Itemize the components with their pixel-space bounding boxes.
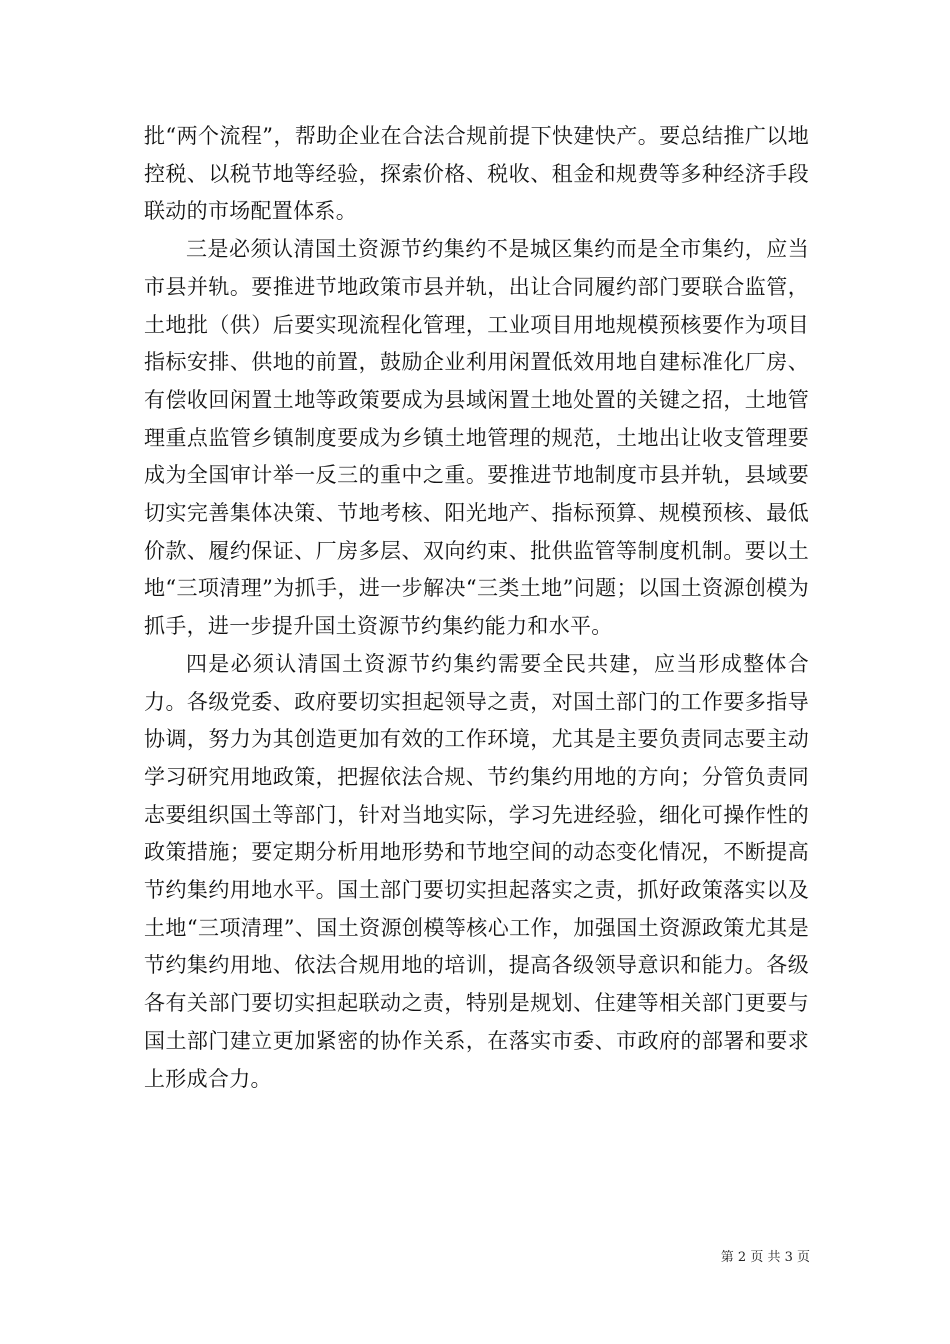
paragraph-2: 三是必须认清国土资源节约集约不是城区集约而是全市集约，应当市县并轨。要推进节地政策市县并轨，出让合同履约部门要联合监管，土地批（供）后要实现流程化管理，工业项目用地规模预核要作为项目指标安排、供地的前置，鼓励企业利用闲置低效用地自建标准化厂房、有偿收回闲置土地等政策要成为县域闲置土地处置的关键之招，土地管理重点监管乡镇制度要成为乡镇土地管理的规范，土地出让收支管理要成为全国审计举一反三的重中之重。要推进节地制度市县并轨，县域要切实完善集体决策、节地考核、阳光地产、指标预算、规模预核、最低价款、履约保证、厂房多层、双向约束、批供监管等制度机制。要以土地“三项清理”为抓手，进一步解决“三类土地”问题；以国土资源创模为抓手，进一步提升国土资源节约集约能力和水平。: [144, 237, 809, 639]
paragraph-1: 批“两个流程”，帮助企业在合法合规前提下快建快产。要总结推广以地控税、以税节地等经验，探索价格、税收、租金和规费等多种经济手段联动的市场配置体系。: [144, 124, 809, 224]
page-number-footer: 第 2 页 共 3 页: [720, 1250, 810, 1265]
paragraph-3: 四是必须认清国土资源节约集约需要全民共建，应当形成整体合力。各级党委、政府要切实担起领导之责，对国土部门的工作要多指导协调，努力为其创造更加有效的工作环境，尤其是主要负责同志要主动学习研究用地政策，把握依法合规、节约集约用地的方向；分管负责同志要组织国土等部门，针对当地实际，学习先进经验，细化可操作性的政策措施；要定期分析用地形势和节地空间的动态变化情况，不断提高节约集约用地水平。国土部门要切实担起落实之责，抓好政策落实以及土地“三项清理”、国土资源创模等核心工作，加强国土资源政策尤其是节约集约用地、依法合规用地的培训，提高各级领导意识和能力。各级各有关部门要切实担起联动之责，特别是规划、住建等相关部门更要与国土部门建立更加紧密的协作关系，在落实市委、市政府的部署和要求上形成合力。: [144, 651, 809, 1091]
document-body: [144, 118, 809, 1098]
